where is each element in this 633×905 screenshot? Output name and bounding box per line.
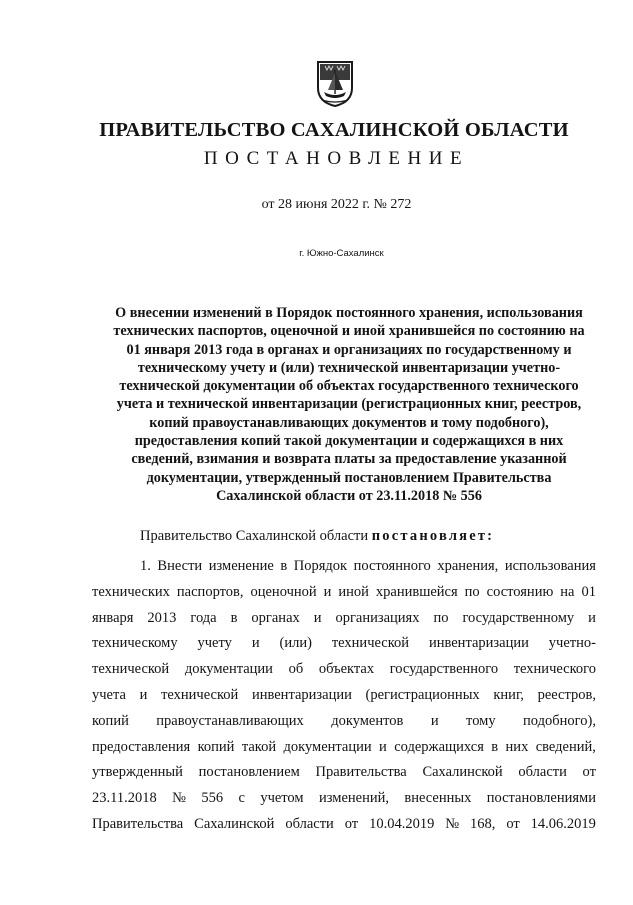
- body-word: изменений,: [318, 790, 389, 807]
- body-word: технической: [331, 635, 410, 652]
- body-word: в: [230, 609, 238, 626]
- body-word: на: [560, 583, 575, 600]
- body-word: копий: [197, 738, 235, 755]
- body-word: с: [238, 790, 245, 807]
- body-line: [92, 786, 596, 812]
- body-word: 23.11.2018: [92, 790, 157, 807]
- preamble: [140, 528, 494, 545]
- body-word: реестров,: [537, 686, 596, 703]
- heading-line: технической документации об объектах государственного технического: [119, 378, 579, 395]
- body-word: в: [491, 738, 499, 755]
- body-word: Правительства: [315, 764, 407, 781]
- body-word: подобного),: [523, 712, 596, 729]
- body-word: книг,: [493, 686, 524, 703]
- body-word: и: [588, 609, 596, 626]
- body-word: от: [506, 815, 520, 832]
- body-word: постановлениями: [486, 790, 596, 807]
- document-type-title: ПОСТАНОВЛЕНИЕ: [203, 148, 470, 169]
- body-word: внесенных: [404, 790, 472, 807]
- body-word: технической: [92, 661, 170, 678]
- body-word: Сахалинской: [422, 764, 503, 781]
- body-word: и: [323, 583, 332, 600]
- body-word: хранившейся: [375, 583, 458, 600]
- body-line: [92, 606, 596, 632]
- government-title: ПРАВИТЕЛЬСТВО САХАЛИНСКОЙ ОБЛАСТИ: [99, 119, 569, 141]
- body-word: в: [280, 558, 288, 574]
- body-word: 14.06.2019: [530, 815, 596, 832]
- body-word: документации: [283, 738, 372, 755]
- coat-of-arms-icon: [316, 60, 354, 108]
- body-word: предоставления: [92, 738, 191, 755]
- body-word: 1.: [140, 558, 151, 574]
- body-line: [92, 580, 596, 606]
- body-word: оценочной: [250, 583, 317, 600]
- heading-line: Сахалинской области от 23.11.2018 № 556: [216, 487, 482, 504]
- body-word: документации: [184, 661, 273, 678]
- body-word: от: [582, 764, 596, 781]
- body-word: инвентаризации: [251, 686, 352, 703]
- body-word: Порядок: [293, 558, 348, 574]
- document-heading: [90, 304, 608, 505]
- body-line: [92, 709, 596, 735]
- heading-line: технических паспортов, оценочной и иной хранившейся по состоянию на: [113, 323, 585, 340]
- body-word: организациях: [335, 609, 420, 626]
- body-word: такой: [241, 738, 277, 755]
- heading-line: учета и технической инвентаризации (регистрационных книг, реестров,: [116, 396, 582, 413]
- body-word: 2013: [147, 609, 177, 626]
- body-word: содержащихся: [394, 738, 484, 755]
- body-word: об: [288, 661, 304, 678]
- body-word: органах: [251, 609, 300, 626]
- body-word: и: [313, 609, 322, 626]
- body-word: Правительства: [92, 815, 184, 832]
- body-word: Внести: [157, 558, 203, 574]
- body-word: сведений,: [535, 738, 596, 755]
- body-line: [92, 683, 596, 709]
- body-word: и: [251, 635, 260, 652]
- city-name: г. Южно-Сахалинск: [299, 248, 384, 259]
- body-word: хранения,: [437, 558, 499, 574]
- body-word: 01: [581, 583, 596, 600]
- body-word: учетом: [260, 790, 304, 807]
- heading-line: предоставления копий такой документации и содержащихся в них: [134, 433, 564, 450]
- body-word: государственному: [462, 609, 575, 626]
- heading-line: копий правоустанавливающих документов и тому подобного),: [149, 414, 549, 431]
- body-word: технического: [513, 661, 596, 678]
- body-word: (регистрационных: [365, 686, 480, 703]
- body-paragraph: [92, 554, 596, 838]
- body-line: [92, 554, 596, 580]
- body-word: иной: [338, 583, 369, 600]
- body-word: по: [464, 583, 480, 600]
- body-word: постоянного: [353, 558, 431, 574]
- body-word: учетно-: [548, 635, 596, 652]
- body-word: использования: [504, 558, 596, 574]
- body-word: постановлением: [198, 764, 300, 781]
- body-word: учету: [197, 635, 232, 652]
- body-word: области: [518, 764, 567, 781]
- body-line: [92, 657, 596, 683]
- body-word: от: [344, 815, 359, 832]
- body-word: 556: [201, 790, 224, 807]
- body-word: правоустанавливающих: [156, 712, 304, 729]
- body-line: [92, 760, 596, 786]
- body-word: и: [430, 712, 439, 729]
- body-line: [92, 812, 596, 838]
- body-word: них: [505, 738, 529, 755]
- body-word: №: [445, 815, 460, 832]
- body-word: Сахалинской: [194, 815, 275, 832]
- body-word: января: [92, 609, 134, 626]
- body-word: тому: [466, 712, 496, 729]
- body-word: утвержденный: [92, 764, 183, 781]
- heading-line: 01 января 2013 года в органах и организациях по государственному и: [126, 341, 572, 358]
- body-word: состоянию: [486, 583, 554, 600]
- heading-line: техническому учету и (или) технической инвентаризации учетно-: [137, 359, 561, 376]
- body-word: объектах: [318, 661, 375, 678]
- body-word: изменение: [208, 558, 274, 574]
- body-word: по: [433, 609, 449, 626]
- date-and-number: от 28 июня 2022 г. № 272: [261, 197, 412, 212]
- heading-line: О внесении изменений в Порядок постоянного хранения, использования: [115, 305, 583, 321]
- body-word: технической: [161, 686, 239, 703]
- body-word: паспортов,: [176, 583, 244, 600]
- body-word: техническому: [92, 635, 178, 652]
- body-word: технических: [92, 583, 170, 600]
- body-word: учета: [92, 686, 126, 703]
- body-word: 168,: [470, 815, 496, 832]
- body-word: 10.04.2019: [369, 815, 435, 832]
- body-word: (или): [279, 635, 312, 652]
- heading-line: сведений, взимания и возврата платы за предоставление указанной: [131, 451, 567, 468]
- body-line: [92, 735, 596, 761]
- body-word: государственного: [389, 661, 499, 678]
- body-word: №: [172, 790, 186, 807]
- preamble-verb: постановляет:: [371, 528, 495, 544]
- body-line: [92, 631, 596, 657]
- body-word: года: [190, 609, 217, 626]
- body-word: копий: [92, 712, 129, 729]
- body-word: и: [139, 686, 148, 703]
- body-word: инвентаризации: [428, 635, 529, 652]
- heading-line: документации, утвержденный постановлением Правительства: [146, 469, 552, 486]
- body-word: документов: [331, 712, 404, 729]
- body-word: и: [379, 738, 387, 755]
- preamble-text: Правительство Сахалинской области: [140, 528, 369, 544]
- body-word: области: [285, 815, 334, 832]
